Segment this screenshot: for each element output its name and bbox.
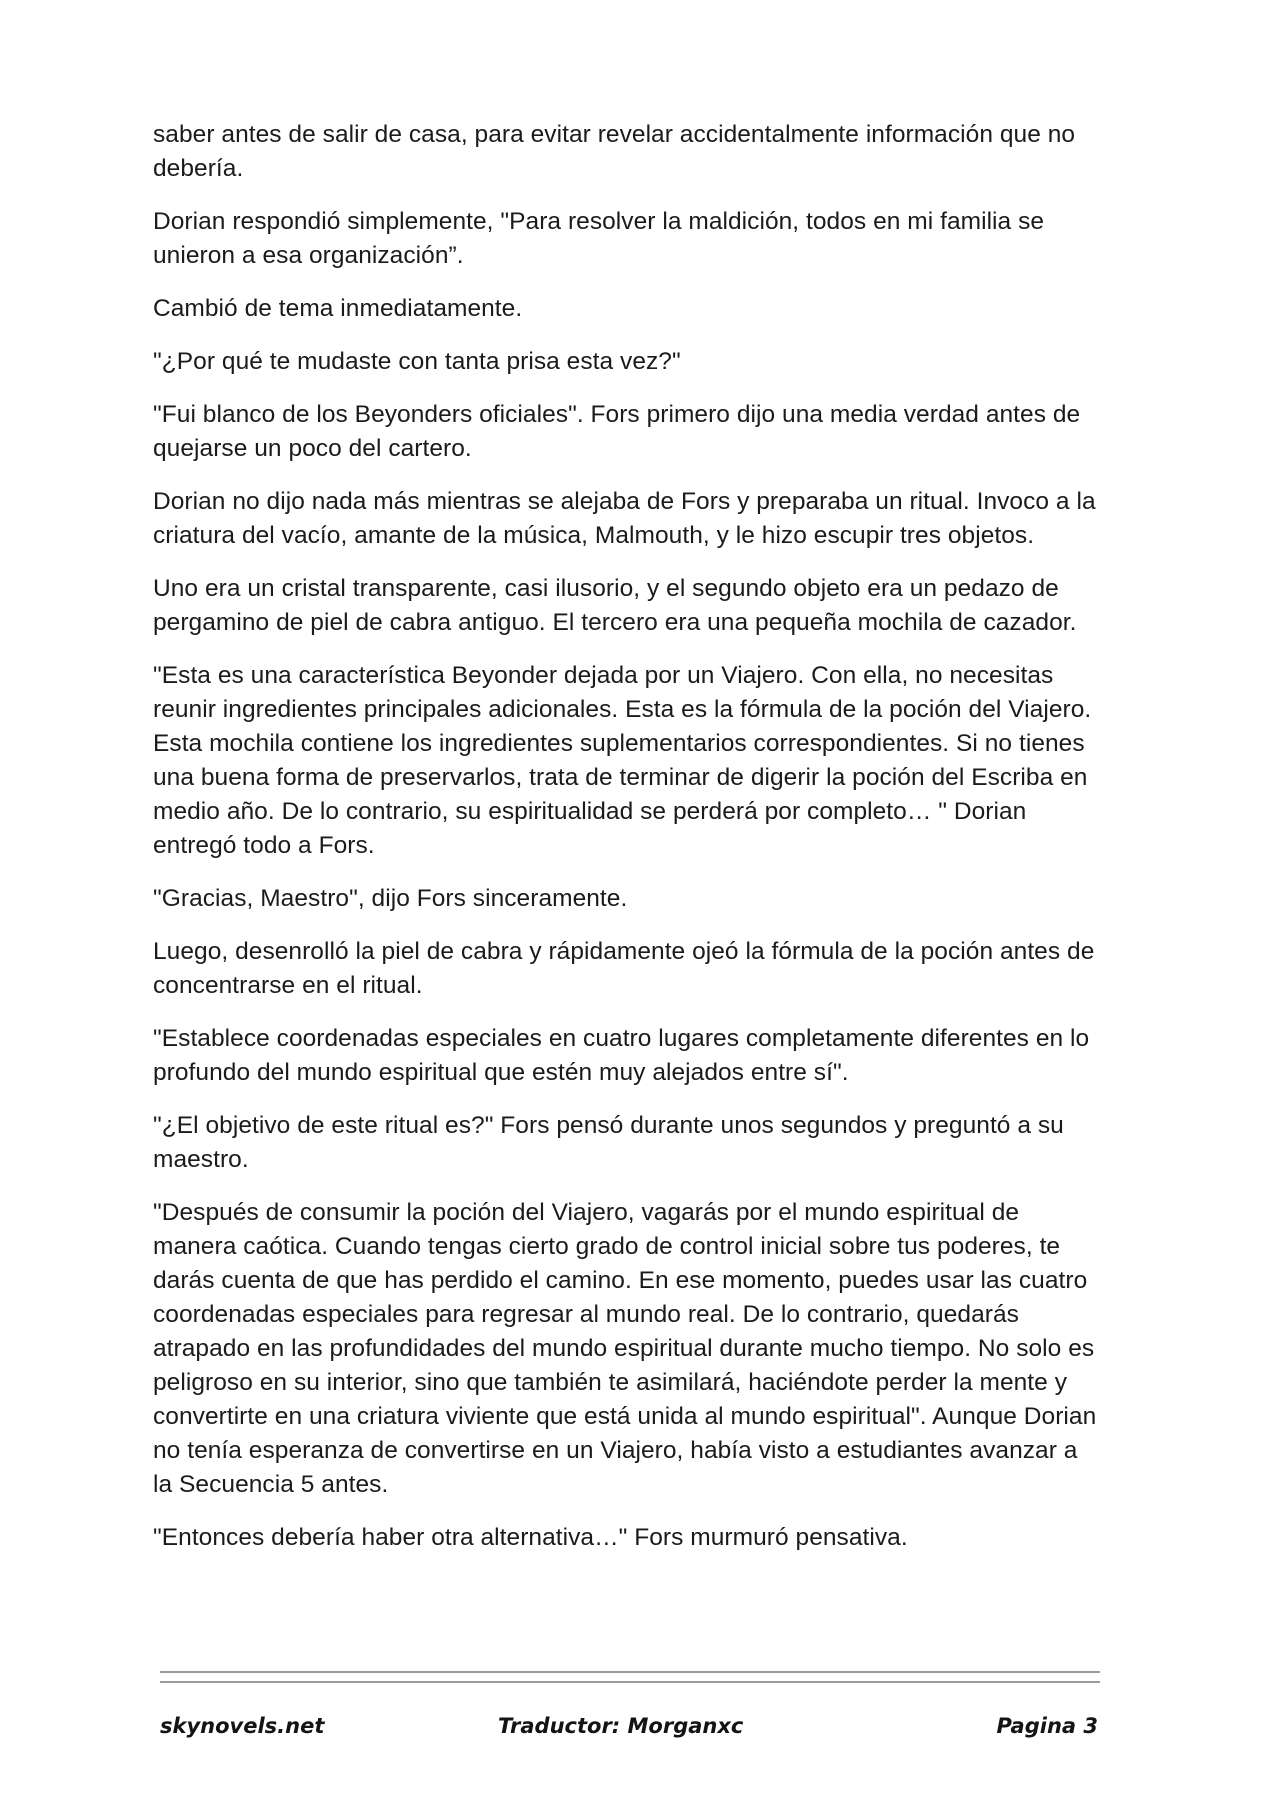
paragraph: "Gracias, Maestro", dijo Fors sinceramente. — [153, 885, 628, 912]
paragraph: "Establece coordenadas especiales en cuatro lugares completamente diferentes en lo profundo del mundo espiritual que estén muy alejados entre sí". — [153, 1025, 1090, 1086]
paragraph: Uno era un cristal transparente, casi ilusorio, y el segundo objeto era un pedazo de pergamino de piel de cabra antiguo. El tercero era una pequeña mochila de cazador. — [153, 575, 1077, 636]
footer-site: skynovels.net — [160, 1714, 325, 1738]
paragraph: saber antes de salir de casa, para evitar revelar accidentalmente información que no debería. — [153, 121, 1076, 182]
chapter-text — [153, 118, 1103, 1574]
divider-line — [160, 1681, 1100, 1683]
paragraph: "Esta es una característica Beyonder dejada por un Viajero. Con ella, no necesitas reunir ingredientes principales adicionales. Esta es la fórmula de la poción del Viajero. Esta mochila contiene los ingredientes suplementarios correspondientes. Si no tienes una buena forma de preservarlos, trata de terminar de digerir la poción del Escriba en medio año. De lo contrario, su espiritualidad se perderá por completo… " Dorian entregó todo a Fors. — [153, 662, 1092, 859]
footer-divider — [160, 1671, 1100, 1683]
paragraph: "Después de consumir la poción del Viajero, vagarás por el mundo espiritual de manera caótica. Cuando tengas cierto grado de control inicial sobre tus poderes, te darás cuenta de que has perdido el camino. En ese momento, puedes usar las cuatro coordenadas especiales para regresar al mundo real. De lo contrario, quedarás atrapado en las profundidades del mundo espiritual durante mucho tiempo. No solo es peligroso en su interior, sino que también te asimilará, haciéndote perder la mente y convertirte en una criatura viviente que está unida al mundo espiritual". Aunque Dorian no tenía esperanza de convertirse en un Viajero, había visto a estudiantes avanzar a la Secuencia 5 antes. — [153, 1199, 1097, 1498]
paragraph: "¿El objetivo de este ritual es?" Fors pensó durante unos segundos y preguntó a su maestro. — [153, 1112, 1064, 1173]
paragraph: "¿Por qué te mudaste con tanta prisa esta vez?" — [153, 348, 681, 375]
paragraph: "Fui blanco de los Beyonders oficiales". Fors primero dijo una media verdad antes de quejarse un poco del cartero. — [153, 401, 1081, 462]
footer-page-number: Pagina 3 — [996, 1714, 1098, 1738]
paragraph: "Entonces debería haber otra alternativa…" Fors murmuró pensativa. — [153, 1524, 908, 1551]
page-footer — [160, 1714, 1098, 1748]
divider-line — [160, 1671, 1100, 1673]
paragraph: Luego, desenrolló la piel de cabra y rápidamente ojeó la fórmula de la poción antes de concentrarse en el ritual. — [153, 938, 1095, 999]
paragraph: Dorian respondió simplemente, "Para resolver la maldición, todos en mi familia se unieron a esa organización”. — [153, 208, 1045, 269]
paragraph: Cambió de tema inmediatamente. — [153, 295, 523, 322]
footer-translator: Traductor: Morganxc — [498, 1714, 744, 1738]
paragraph: Dorian no dijo nada más mientras se alejaba de Fors y preparaba un ritual. Invoco a la criatura del vacío, amante de la música, Malmouth, y le hizo escupir tres objetos. — [153, 488, 1096, 549]
